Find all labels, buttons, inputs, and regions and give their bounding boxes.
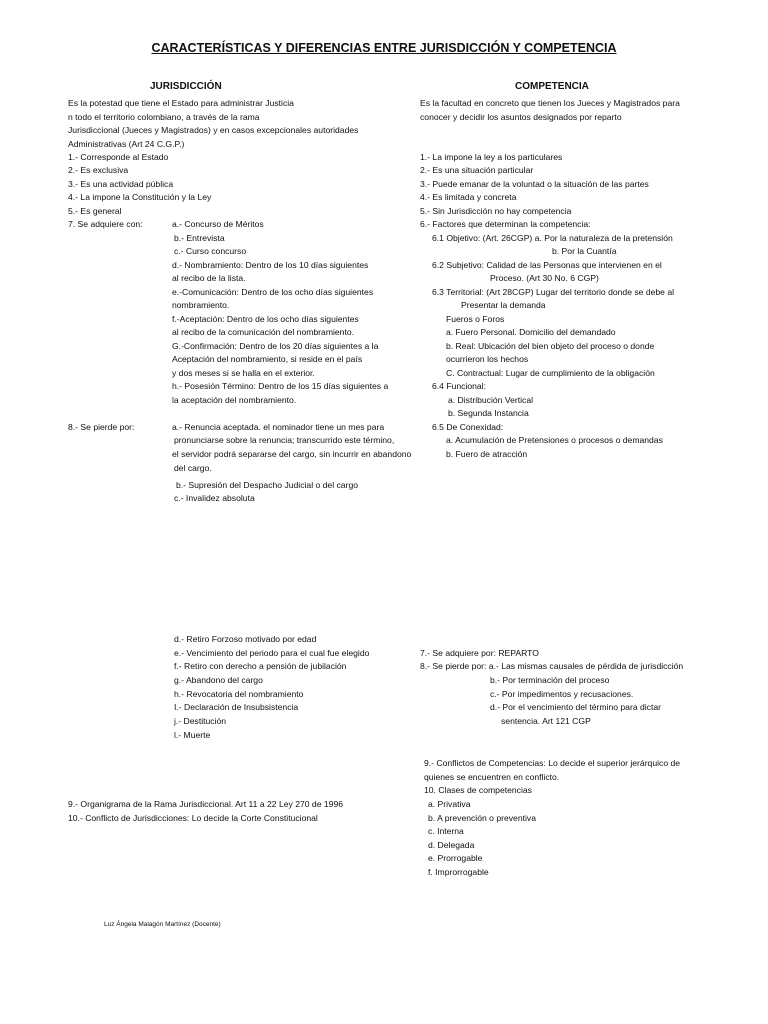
- competencia-line: b. Real: Ubicación del bien objeto del proceso o donde: [446, 341, 655, 351]
- competencia-line: C. Contractual: Lugar de cumplimiento de la obligación: [446, 368, 655, 378]
- competencia-line: 5.- Sin Jurisdicción no hay competencia: [420, 206, 572, 216]
- jurisdiccion-line: b.- Supresión del Despacho Judicial o del cargo: [176, 480, 359, 490]
- jurisdiccion-line: j.- Destitución: [174, 716, 227, 726]
- jurisdiccion-line: la aceptación del nombramiento.: [172, 395, 297, 405]
- competencia-line: d. Delegada: [428, 840, 475, 850]
- competencia-line: Es la facultad en concreto que tienen los Jueces y Magistrados para: [420, 98, 680, 108]
- jurisdiccion-line: d.- Nombramiento: Dentro de los 10 días siguientes: [172, 260, 369, 270]
- jurisdiccion-line: 7. Se adquiere con:: [68, 219, 143, 229]
- jurisdiccion-line: b.- Entrevista: [174, 233, 225, 243]
- jurisdiccion-line: y dos meses si se halla en el exterior.: [172, 368, 315, 378]
- competencia-line: Fueros o Foros: [446, 314, 505, 324]
- competencia-line: 6.5 De Conexidad:: [432, 422, 504, 432]
- competencia-line: 1.- La impone la ley a los particulares: [420, 152, 563, 162]
- competencia-line: 9.- Conflictos de Competencias: Lo decide el superior jerárquico de: [424, 758, 681, 768]
- jurisdiccion-line: 10.- Conflicto de Jurisdicciones: Lo decide la Corte Constitucional: [68, 813, 318, 823]
- competencia-line: b. Segunda Instancia: [448, 408, 529, 418]
- competencia-line: 6.3 Territorial: (Art 28CGP) Lugar del territorio donde se debe al: [432, 287, 675, 297]
- competencia-line: 6.4 Funcional:: [432, 381, 486, 391]
- jurisdiccion-line: g.- Abandono del cargo: [174, 675, 263, 685]
- competencia-line: 4.- Es limitada y concreta: [420, 192, 517, 202]
- document-title: CARACTERÍSTICAS Y DIFERENCIAS ENTRE JURISDICCIÓN Y COMPETENCIA: [151, 41, 617, 55]
- competencia-line: Presentar la demanda: [461, 300, 546, 310]
- competencia-line: b. A prevención o preventiva: [428, 813, 536, 823]
- jurisdiccion-line: a.- Concurso de Méritos: [172, 219, 264, 229]
- jurisdiccion-line: c.- Invalidez absoluta: [174, 493, 255, 503]
- jurisdiccion-line: f.-Aceptación: Dentro de los ocho días siguientes: [172, 314, 359, 324]
- competencia-line: c.- Por impedimentos y recusaciones.: [490, 689, 634, 699]
- competencia-line: b. Fuero de atracción: [446, 449, 528, 459]
- competencia-line: 2.- Es una situación particular: [420, 165, 534, 175]
- jurisdiccion-line: Jurisdiccional (Jueces y Magistrados) y en casos excepcionales autoridades: [68, 125, 359, 135]
- jurisdiccion-line: al recibo de la lista.: [172, 273, 246, 283]
- jurisdiccion-line: c.- Curso concurso: [174, 246, 247, 256]
- jurisdiccion-line: d.- Retiro Forzoso motivado por edad: [174, 634, 317, 644]
- competencia-line: 10. Clases de competencias: [424, 785, 532, 795]
- jurisdiccion-line: nombramiento.: [172, 300, 230, 310]
- jurisdiccion-line: h.- Revocatoria del nombramiento: [174, 689, 304, 699]
- competencia-line: 6.1 Objetivo: (Art. 26CGP) a. Por la naturaleza de la pretensión: [432, 233, 673, 243]
- competencia-line: Proceso. (Art 30 No. 6 CGP): [490, 273, 599, 283]
- jurisdiccion-line: del cargo.: [174, 463, 212, 473]
- jurisdiccion-line: f.- Retiro con derecho a pensión de jubilación: [174, 661, 347, 671]
- jurisdiccion-line: a.- Renuncia aceptada. el nominador tiene un mes para: [172, 422, 385, 432]
- competencia-line: ocurrieron los hechos: [446, 354, 529, 364]
- competencia-line: a. Acumulación de Pretensiones o procesos o demandas: [446, 435, 663, 445]
- jurisdiccion-line: 3.- Es una actividad pública: [68, 179, 174, 189]
- jurisdiccion-line: pronunciarse sobre la renuncia; transcurrido este término,: [174, 435, 395, 445]
- competencia-line: 6.2 Subjetivo: Calidad de las Personas que intervienen en el: [432, 260, 662, 270]
- author-footer: Luz Ángela Malagón Martínez (Docente): [104, 921, 221, 928]
- jurisdiccion-line: 2.- Es exclusiva: [68, 165, 129, 175]
- competencia-line: f. Improrrogable: [428, 867, 489, 877]
- competencia-line: d.- Por el vencimiento del término para dictar: [490, 702, 661, 712]
- jurisdiccion-line: h.- Posesión Término: Dentro de los 15 días siguientes a: [172, 381, 389, 391]
- jurisdiccion-line: l.- Muerte: [174, 730, 211, 740]
- competencia-line: a. Fuero Personal. Domicilio del demandado: [446, 327, 616, 337]
- jurisdiccion-line: 8.- Se pierde por:: [68, 422, 135, 432]
- jurisdiccion-line: n todo el territorio colombiano, a través de la rama: [68, 112, 260, 122]
- jurisdiccion-line: al recibo de la comunicación del nombramiento.: [172, 327, 355, 337]
- jurisdiccion-line: 9.- Organigrama de la Rama Jurisdiccional. Art 11 a 22 Ley 270 de 1996: [68, 799, 343, 809]
- jurisdiccion-line: 4.- La impone la Constitución y la Ley: [68, 192, 212, 202]
- competencia-heading: COMPETENCIA: [515, 81, 589, 92]
- competencia-line: b.- Por terminación del proceso: [490, 675, 610, 685]
- competencia-line: c. Interna: [428, 826, 464, 836]
- competencia-line: quienes se encuentren en conflicto.: [424, 772, 560, 782]
- jurisdiccion-line: 1.- Corresponde al Estado: [68, 152, 169, 162]
- competencia-line: 8.- Se pierde por: a.- Las mismas causales de pérdida de jurisdicción: [420, 661, 684, 671]
- competencia-line: sentencia. Art 121 CGP: [501, 716, 591, 726]
- competencia-line: 7.- Se adquiere por: REPARTO: [420, 648, 539, 658]
- jurisdiccion-line: Es la potestad que tiene el Estado para administrar Justicia: [68, 98, 294, 108]
- competencia-line: a. Distribución Vertical: [448, 395, 534, 405]
- jurisdiccion-line: G.-Confirmación: Dentro de los 20 días siguientes a la: [172, 341, 379, 351]
- jurisdiccion-line: e.- Vencimiento del periodo para el cual fue elegido: [174, 648, 370, 658]
- jurisdiccion-line: Administrativas (Art 24 C.G.P.): [68, 139, 185, 149]
- competencia-line: 3.- Puede emanar de la voluntad o la situación de las partes: [420, 179, 649, 189]
- jurisdiccion-heading: JURISDICCIÓN: [150, 81, 222, 92]
- competencia-line: 6.- Factores que determinan la competencia:: [420, 219, 591, 229]
- jurisdiccion-line: el servidor podrá separarse del cargo, sin incurrir en abandono: [172, 449, 412, 459]
- jurisdiccion-line: e.-Comunicación: Dentro de los ocho días siguientes: [172, 287, 374, 297]
- jurisdiccion-line: Aceptación del nombramiento, si reside en el país: [172, 354, 363, 364]
- competencia-line: a. Privativa: [428, 799, 471, 809]
- jurisdiccion-line: 5.- Es general: [68, 206, 122, 216]
- jurisdiccion-line: I.- Declaración de Insubsistencia: [174, 702, 299, 712]
- competencia-line: b. Por la Cuantía: [552, 246, 617, 256]
- competencia-line: conocer y decidir los asuntos designados por reparto: [420, 112, 622, 122]
- competencia-line: e. Prorrogable: [428, 853, 483, 863]
